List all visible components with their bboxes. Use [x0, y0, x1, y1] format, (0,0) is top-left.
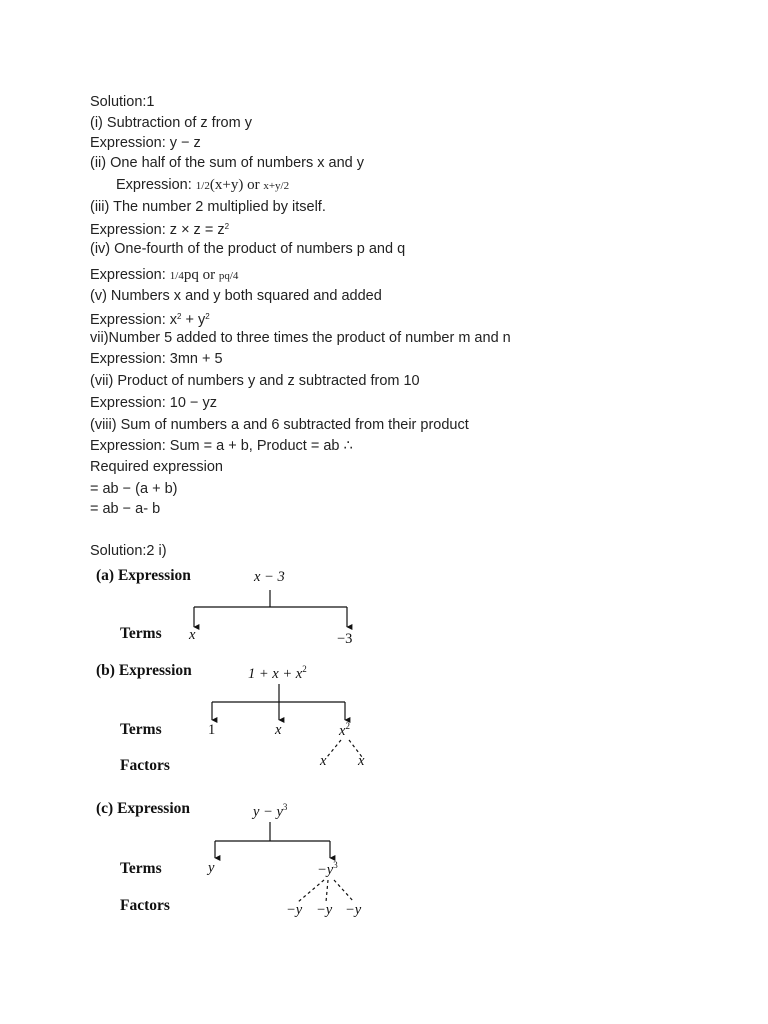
solution1-heading: Solution:1: [90, 94, 155, 110]
factor-b-1: x: [320, 753, 327, 769]
expr-pq: pq: [183, 267, 199, 283]
sol1-line-iv: (iv) One-fourth of the product of numbers p and q: [90, 241, 406, 257]
expr-b-sup: 2: [302, 664, 307, 674]
expr-fraction: 1/4: [169, 270, 184, 282]
expr-a-value: x − 3: [254, 569, 285, 585]
term-a-1: x: [189, 627, 196, 643]
term-c-2-sup: 3: [333, 860, 338, 870]
expr-sup: 2: [224, 222, 230, 231]
sol1-line-iii: (iii) The number 2 multiplied by itself.: [90, 199, 326, 215]
expr-c-label: (c) Expression: [96, 800, 191, 817]
sol1-expr-vii: Expression: 10 − yz: [90, 395, 217, 411]
sol1-expr-viii: Expression: Sum = a + b, Product = ab ∴: [90, 438, 353, 454]
term-c-1: y: [208, 860, 215, 876]
term-b-1: [208, 722, 215, 739]
sol1-step1: = ab − (a + b): [90, 481, 178, 497]
expr-alt: x+y/2: [263, 180, 290, 192]
expr-sup: 2: [177, 312, 182, 321]
factors-b-label: Factors: [120, 757, 170, 774]
factor-c-2: −y: [316, 902, 333, 918]
expr-c-sup: 3: [282, 802, 288, 812]
expr-or: or: [198, 267, 219, 283]
expr-mid: + y: [181, 312, 206, 328]
sol1-expr-i: Expression: y − z: [90, 135, 201, 151]
factor-b-2: x: [358, 753, 365, 769]
terms-b-label: Terms: [120, 721, 162, 738]
sol1-line-viii: (viii) Sum of numbers a and 6 subtracted from their product: [90, 417, 469, 433]
term-c-2-text: −y: [317, 861, 334, 878]
expr-a-label: (a) Expression: [96, 567, 191, 584]
expr-x: x: [169, 312, 178, 328]
sol1-line-vi: vii)Number 5 added to three times the product of number m and n: [90, 330, 511, 346]
sol1-line-ii: (ii) One half of the sum of numbers x and y: [90, 155, 365, 171]
sol1-line-i: (i) Subtraction of z from y: [90, 115, 252, 131]
expr-prefix: Expression:: [116, 177, 196, 193]
solution2-heading: Solution:2 i): [90, 543, 167, 559]
factors-c-label: Factors: [120, 897, 170, 914]
terms-c-label: Terms: [120, 860, 162, 877]
sol1-step2: = ab − a- b: [90, 501, 161, 517]
expr-sup: 2: [205, 312, 210, 321]
expr-b-main: 1 + x + x: [248, 665, 303, 682]
term-b-1-text: 1: [208, 722, 216, 738]
term-b-3: [339, 721, 350, 740]
expr-c-main: y − y: [253, 803, 283, 820]
term-b-3-text: x: [339, 722, 346, 739]
sol1-expr-vi: Expression: 3mn + 5: [90, 351, 223, 367]
expr-text: Expression: z × z = z: [90, 222, 225, 238]
expr-b-value: [248, 664, 307, 683]
terms-a-label: Terms: [120, 625, 162, 642]
expr-b-label: (b) Expression: [96, 662, 192, 679]
term-b-2: x: [275, 722, 282, 738]
expr-prefix: Expression:: [90, 312, 170, 328]
sol1-line-v: (v) Numbers x and y both squared and added: [90, 288, 382, 304]
term-b-3-sup: 2: [345, 721, 350, 731]
sol1-line-vii: (vii) Product of numbers y and z subtracted from 10: [90, 373, 420, 389]
expr-or: or: [243, 177, 264, 193]
sol1-required: Required expression: [90, 459, 223, 475]
expr-c-value: [253, 802, 287, 821]
expr-fraction: 1/2: [195, 180, 210, 192]
expr-paren: (x+y): [209, 177, 244, 193]
expr-alt: pq/4: [218, 270, 239, 282]
factor-c-1: −y: [286, 902, 303, 918]
term-a-2-text: −3: [337, 631, 353, 647]
expr-prefix: Expression:: [90, 267, 170, 283]
factor-c-3: −y: [345, 902, 362, 918]
term-c-2: [317, 860, 338, 879]
term-a-2: [337, 631, 352, 648]
